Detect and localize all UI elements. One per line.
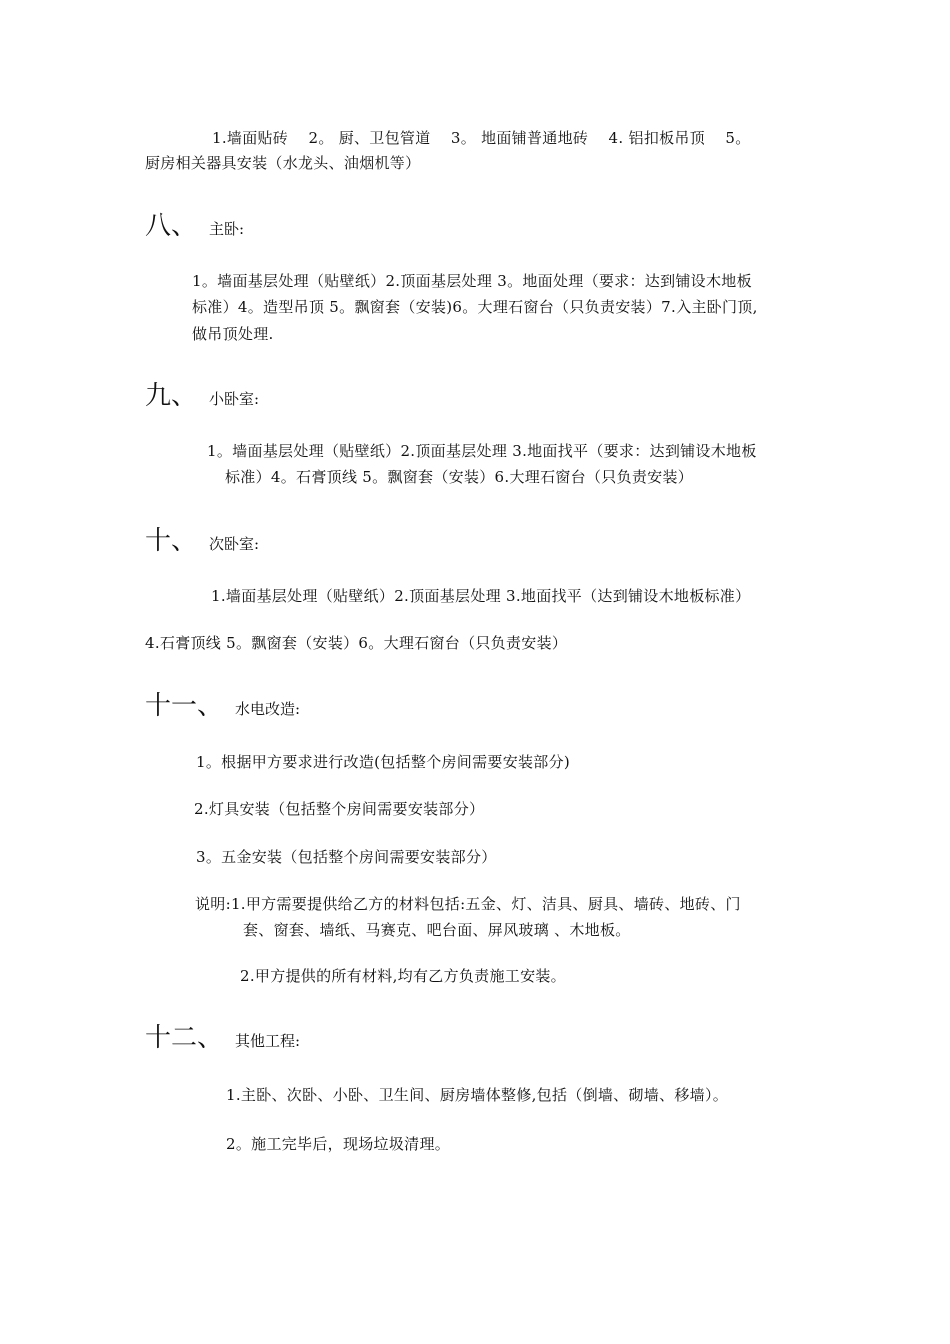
section-11-note-1: 说明:1.甲方需要提供给乙方的材料包括:五金、灯、洁具、厨具、墙砖、地砖、门 (195, 895, 741, 913)
intro-line-1: 1.墙面贴砖 2。 厨、卫包管道 3。 地面铺普通地砖 4. 铝扣板吊顶 5。 (212, 129, 751, 147)
intro-line-2: 厨房相关器具安装（水龙头、油烟机等） (145, 154, 421, 172)
section-11-note-1-cont: 套、窗套、墙纸、马赛克、吧台面、屏风玻璃 、木地板。 (243, 921, 631, 939)
section-10-title: 次卧室: (209, 535, 260, 553)
section-11-title: 水电改造: (235, 700, 301, 718)
section-11-number: 十一、 (145, 691, 224, 721)
section-10-line-2: 4.石膏顶线 5。飘窗套（安装）6。大理石窗台（只负责安装） (145, 634, 568, 652)
section-11-note-2: 2.甲方提供的所有材料,均有乙方负责施工安装。 (240, 967, 566, 985)
section-8-heading (145, 210, 244, 242)
section-12-title: 其他工程: (235, 1032, 301, 1050)
section-8-line-1: 1。墙面基层处理（贴壁纸）2.顶面基层处理 3。地面处理（要求：达到铺设木地板 (192, 272, 752, 290)
section-9-title: 小卧室: (209, 390, 260, 408)
section-8-number: 八、 (145, 211, 198, 241)
section-11-item-3: 3。五金安装（包括整个房间需要安装部分） (196, 848, 497, 866)
section-12-item-2: 2。施工完毕后，现场垃圾清理。 (226, 1135, 451, 1153)
section-8-line-2: 标准）4。造型吊顶 5。飘窗套（安装)6。大理石窗台（只负责安装）7.入主卧门顶, (192, 298, 758, 316)
section-11-heading (145, 690, 300, 722)
section-12-number: 十二、 (145, 1023, 224, 1053)
section-8-line-3: 做吊顶处理. (192, 325, 274, 343)
section-8-title: 主卧: (209, 220, 245, 238)
section-10-heading (145, 525, 259, 557)
section-12-item-1: 1.主卧、次卧、小卧、卫生间、厨房墙体整修,包括（倒墙、砌墙、移墙）。 (226, 1086, 729, 1104)
section-10-line-1: 1.墙面基层处理（贴壁纸）2.顶面基层处理 3.地面找平（达到铺设木地板标准） (211, 587, 751, 605)
section-9-number: 九、 (145, 381, 198, 411)
section-9-line-2: 标准）4。石膏顶线 5。飘窗套（安装）6.大理石窗台（只负责安装） (225, 468, 694, 486)
section-10-number: 十、 (145, 526, 198, 556)
section-9-line-1: 1。墙面基层处理（贴壁纸）2.顶面基层处理 3.地面找平（要求：达到铺设木地板 (207, 442, 757, 460)
section-11-item-2: 2.灯具安装（包括整个房间需要安装部分） (194, 800, 485, 818)
section-12-heading (145, 1022, 300, 1054)
section-9-heading (145, 380, 259, 412)
section-11-item-1: 1。根据甲方要求进行改造(包括整个房间需要安装部分) (196, 753, 571, 771)
